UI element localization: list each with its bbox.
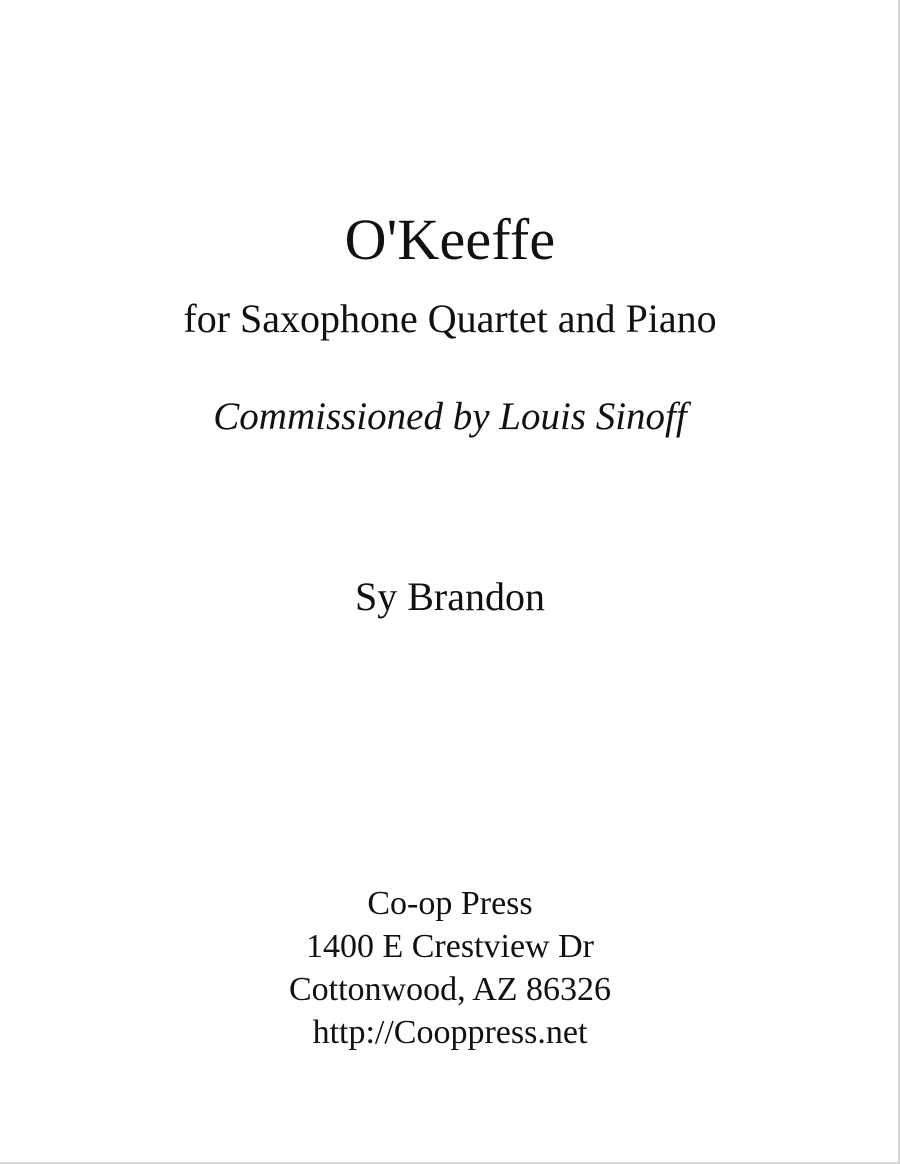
publisher-address-street: 1400 E Crestview Dr [305, 928, 594, 965]
commission-credit: Commissioned by Louis Sinoff [213, 395, 687, 438]
publisher-block [0, 882, 900, 1054]
instrumentation-subtitle: for Saxophone Quartet and Piano [183, 296, 717, 341]
publisher-website: http://Cooppress.net [312, 1014, 588, 1051]
composer-name: Sy Brandon [355, 574, 545, 619]
work-title: O'Keeffe [344, 207, 556, 272]
publisher-name: Co-op Press [367, 885, 533, 922]
publisher-address-city: Cottonwood, AZ 86326 [288, 971, 612, 1008]
